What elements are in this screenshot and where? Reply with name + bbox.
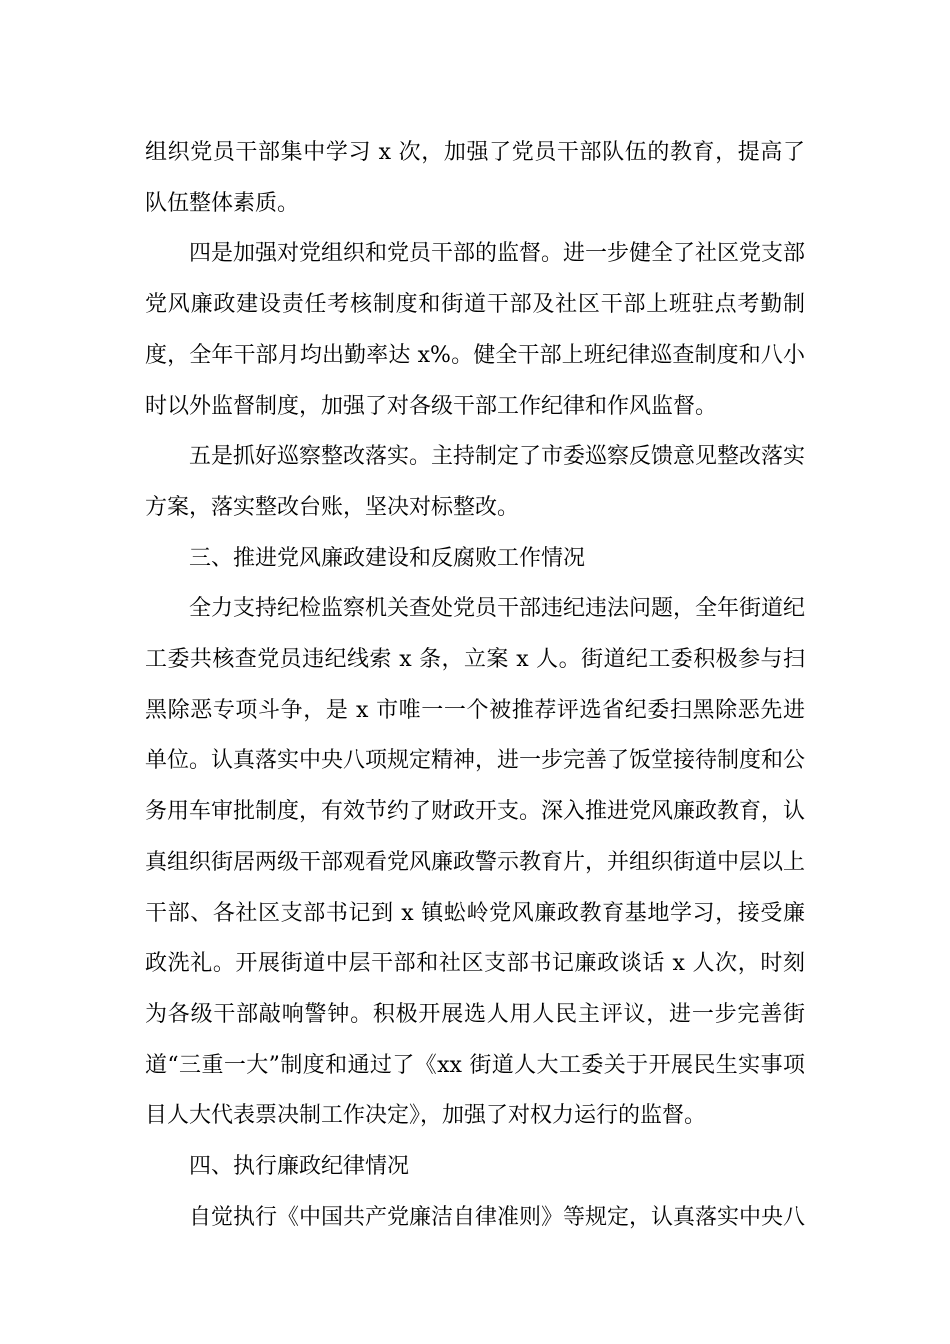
paragraph-3: 五是抓好巡察整改落实。主持制定了市委巡察反馈意见整改落实方案，落实整改台账，坚决对标整改。	[145, 444, 806, 520]
section-heading-3: 三、推进党风廉政建设和反腐败工作情况	[189, 545, 586, 571]
paragraph-4: 全力支持纪检监察机关查处党员干部违纪违法问题，全年街道纪工委共核查党员违纪线索 x 条，立案 x 人。街道纪工委积极参与扫黑除恶专项斗争，是 x 市唯一一个被推荐评选省纪委扫黑除恶先进单位。认真落实中央八项规定精神，进一步完善了饭堂接待制度和公务用车审批制度，有效节约了财政开支。深入推进党风廉政教育，认真组织街居两级干部观看党风廉政警示教育片，并组织街道中层以上干部、各社区支部书记到 x 镇蚣岭党风廉政教育基地学习，接受廉政洗礼。开展街道中层干部和社区支部书记廉政谈话 x 人次，时刻为各级干部敲响警钟。积极开展选人用人民主评议，进一步完善街道“三重一大”制度和通过了《xx 街道人大工委关于开展民生实事项目人大代表票决制工作决定》，加强了对权力运行的监督。	[145, 596, 806, 1129]
document-body	[145, 128, 805, 1243]
section-heading-4: 四、执行廉政纪律情况	[189, 1154, 410, 1180]
paragraph-5: 自觉执行《中国共产党廉洁自律准则》等规定，认真落实中央八	[189, 1204, 806, 1230]
paragraph-1: 组织党员干部集中学习 x 次，加强了党员干部队伍的教育，提高了队伍整体素质。	[145, 140, 805, 216]
paragraph-2: 四是加强对党组织和党员干部的监督。进一步健全了社区党支部党风廉政建设责任考核制度和街道干部及社区干部上班驻点考勤制度，全年干部月均出勤率达 x%。健全干部上班纪律巡查制度和八小时以外监督制度，加强了对各级干部工作纪律和作风监督。	[145, 241, 806, 419]
